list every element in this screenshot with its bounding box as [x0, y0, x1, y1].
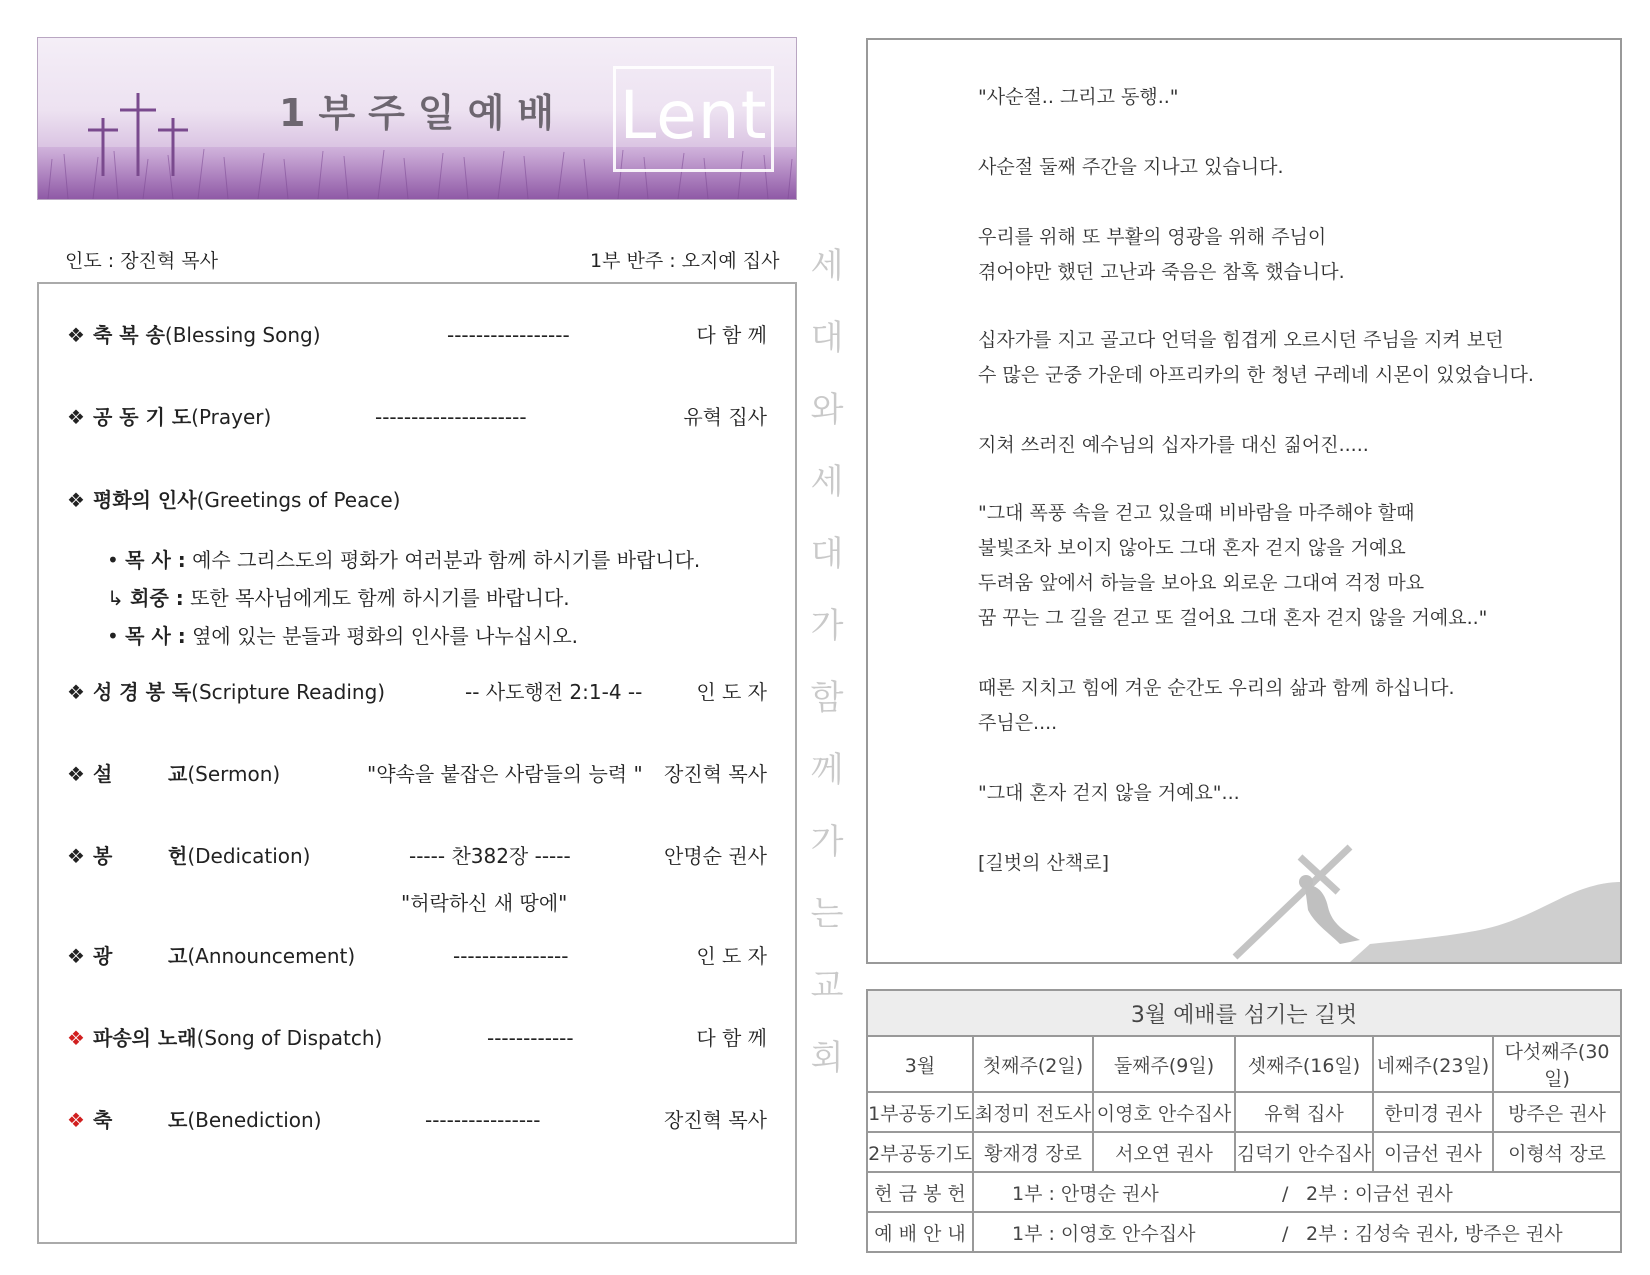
cross-bearer-silhouette-icon [1220, 832, 1620, 962]
order-item-leader: 유혁 집사 [683, 405, 767, 429]
table-cell: 서오연 권사 [1093, 1132, 1235, 1172]
peace-line-2 [107, 582, 570, 611]
essay-line: 두려움 앞에서 하늘을 보아요 외로운 그대여 걱정 마요 [978, 572, 1425, 594]
essay-panel [866, 38, 1622, 964]
header-cell: 셋째주(16일) [1235, 1036, 1373, 1092]
peace-text: 예수 그리스도의 평화가 여러분과 함께 하시기를 바랍니다. [185, 548, 701, 572]
table-cell: 한미경 권사 [1373, 1092, 1493, 1132]
bullet-dot-icon: • [107, 548, 126, 572]
order-item-english: (Announcement) [187, 944, 356, 968]
order-item-english: (Greetings of Peace) [196, 488, 401, 512]
separator: / [1282, 1182, 1289, 1205]
order-item-middle: ----------------- [447, 323, 570, 347]
order-item-english: (Scripture Reading) [191, 680, 386, 704]
order-item-middle: ----- 찬382장 ----- [409, 844, 571, 868]
table-row [867, 1132, 1621, 1172]
leader-left: 인도 : 장진혁 목사 [65, 250, 218, 272]
order-item-title: 광 고 [93, 944, 188, 968]
peace-role: 목 사 : [125, 548, 186, 572]
essay-line: 지쳐 쓰러진 예수님의 십자가를 대신 짊어진..... [978, 434, 1369, 456]
order-item-title: 봉 헌 [93, 844, 188, 868]
order-item-leader: 다 함 께 [696, 1026, 767, 1050]
order-item-leader: 인 도 자 [696, 680, 767, 704]
diamond-bullet-icon: ❖ [67, 944, 85, 968]
peace-text: 옆에 있는 분들과 평화의 인사를 나누십시오. [185, 624, 578, 648]
leader-right: 1부 반주 : 오지예 집사 [590, 250, 780, 272]
table-cell: 최정미 전도사 [973, 1092, 1093, 1132]
peace-role: 회중 : [130, 586, 184, 610]
order-item-leader: 인 도 자 [696, 944, 767, 968]
essay-line: "그대 폭풍 속을 걷고 있을때 비바람을 마주해야 할때 [978, 502, 1415, 524]
offering-part2: 2부 : 이금선 권사 [1306, 1182, 1453, 1205]
table-cell: 방주은 권사 [1493, 1092, 1621, 1132]
slogan-char: 대 [810, 318, 844, 358]
order-item-dedication [67, 841, 767, 871]
peace-line-1 [107, 544, 700, 573]
return-arrow-icon: ↳ [107, 586, 131, 610]
order-item-leader: 장진혁 목사 [664, 762, 767, 786]
order-item-sermon [67, 759, 767, 789]
header-cell: 네째주(23일) [1373, 1036, 1493, 1092]
order-item-english: (Dedication) [187, 844, 311, 868]
table-cell: 이영호 안수집사 [1093, 1092, 1235, 1132]
order-item-leader: 다 함 께 [696, 323, 767, 347]
bullet-dot-icon: • [107, 624, 126, 648]
usher-part1: 1부 : 이영호 안수집사 [1012, 1222, 1196, 1245]
order-item-benediction [67, 1105, 767, 1135]
slogan-char: 세 [810, 462, 844, 502]
slogan-char: 와 [810, 390, 844, 430]
red-diamond-bullet-icon: ❖ [67, 1026, 85, 1050]
table-row [867, 1092, 1621, 1132]
peace-line-3 [107, 620, 578, 649]
order-item-scripture [67, 677, 767, 707]
slogan-char: 대 [810, 534, 844, 574]
table-cell: 헌 금 봉 헌 [867, 1172, 973, 1212]
order-item-prayer [67, 402, 767, 432]
order-item-blessing-song [67, 320, 767, 350]
essay-title: "사순절.. 그리고 동행.." [978, 86, 1179, 108]
diamond-bullet-icon: ❖ [67, 680, 85, 704]
slogan-char: 함 [810, 678, 844, 718]
order-item-title: 설 교 [93, 762, 188, 786]
usher-assignees [973, 1212, 1621, 1252]
peace-role: 목 사 : [125, 624, 186, 648]
usher-row [867, 1212, 1621, 1252]
sermon-title: "약속을 붙잡은 사람들의 능력 " [367, 762, 643, 786]
peace-text: 또한 목사님에게도 함께 하시기를 바랍니다. [183, 586, 570, 610]
diamond-bullet-icon: ❖ [67, 323, 85, 347]
essay-line: "그대 혼자 걷지 않을 거예요"... [978, 782, 1240, 804]
essay-line: 사순절 둘째 주간을 지나고 있습니다. [978, 156, 1284, 178]
offering-row [867, 1172, 1621, 1212]
essay-line: 주님은.... [978, 712, 1058, 734]
essay-line: 때론 지치고 힘에 겨운 순간도 우리의 삶과 함께 하십니다. [978, 677, 1455, 699]
separator: / [1282, 1222, 1289, 1245]
header-cell: 3월 [867, 1036, 973, 1092]
essay-line: 겪어야만 했던 고난과 죽음은 참혹 했습니다. [978, 261, 1345, 283]
order-item-leader: 장진혁 목사 [664, 1108, 767, 1132]
vertical-slogan [805, 230, 849, 1094]
order-item-title: 성 경 봉 독 [93, 680, 192, 704]
header-cell: 다섯째주(30일) [1493, 1036, 1621, 1092]
three-crosses-icon [83, 88, 198, 178]
order-item-title: 축 도 [93, 1108, 188, 1132]
table-cell: 예 배 안 내 [867, 1212, 973, 1252]
slogan-char: 가 [810, 606, 844, 646]
banner [37, 37, 797, 200]
order-item-middle: --------------------- [375, 405, 527, 429]
header-cell: 첫째주(2일) [973, 1036, 1093, 1092]
table-cell: 이형석 장로 [1493, 1132, 1621, 1172]
offering-part1: 1부 : 안명순 권사 [1012, 1182, 1159, 1205]
usher-part2: 2부 : 김성숙 권사, 방주은 권사 [1306, 1222, 1563, 1245]
order-item-english: (Sermon) [187, 762, 281, 786]
dedication-hymn-title: "허락하신 새 땅에" [401, 891, 568, 915]
order-item-english: (Blessing Song) [164, 323, 321, 347]
order-item-middle: ---------------- [425, 1108, 541, 1132]
order-item-leader: 안명순 권사 [664, 844, 767, 868]
order-item-english: (Benediction) [187, 1108, 322, 1132]
diamond-bullet-icon: ❖ [67, 488, 85, 512]
table-cell: 황재경 장로 [973, 1132, 1093, 1172]
slogan-char: 께 [810, 750, 844, 790]
order-item-title: 평화의 인사 [93, 488, 197, 512]
diamond-bullet-icon: ❖ [67, 762, 85, 786]
order-item-title: 공 동 기 도 [93, 405, 192, 429]
order-item-middle: ---------------- [453, 944, 569, 968]
order-item-english: (Song of Dispatch) [196, 1026, 383, 1050]
table-title: 3월 예배를 섬기는 길벗 [867, 990, 1621, 1036]
order-item-english: (Prayer) [191, 405, 272, 429]
slogan-char: 가 [810, 822, 844, 862]
offering-assignees [973, 1172, 1621, 1212]
order-item-announcement [67, 941, 767, 971]
header-cell: 둘째주(9일) [1093, 1036, 1235, 1092]
order-item-song-of-dispatch [67, 1023, 767, 1053]
table-header-row [867, 1036, 1621, 1092]
order-item-middle: ------------ [487, 1026, 574, 1050]
order-of-worship [37, 282, 797, 1244]
service-title: 1부주일예배 [279, 91, 567, 135]
table-cell: 김덕기 안수집사 [1235, 1132, 1373, 1172]
essay-signature: [길벗의 산책로] [978, 852, 1109, 874]
slogan-char: 회 [810, 1038, 844, 1078]
red-diamond-bullet-icon: ❖ [67, 1108, 85, 1132]
essay-line: 수 많은 군중 가운데 아프리카의 한 청년 구레네 시몬이 있었습니다. [978, 364, 1534, 386]
diamond-bullet-icon: ❖ [67, 405, 85, 429]
table-cell: 유혁 집사 [1235, 1092, 1373, 1132]
table-cell: 1부공동기도 [867, 1092, 973, 1132]
essay-line: 불빛조차 보이지 않아도 그대 혼자 걷지 않을 거예요 [978, 537, 1406, 559]
diamond-bullet-icon: ❖ [67, 844, 85, 868]
essay-line: 우리를 위해 또 부활의 영광을 위해 주님이 [978, 226, 1327, 248]
essay-line: 십자가를 지고 골고다 언덕을 힘겹게 오르시던 주님을 지켜 보던 [978, 329, 1504, 351]
order-item-greetings [67, 485, 767, 515]
lent-label: Lent [619, 77, 768, 154]
slogan-char: 는 [810, 894, 844, 934]
order-item-title: 축 복 송 [93, 323, 165, 347]
essay-line: 꿈 꾸는 그 길을 걷고 또 걸어요 그대 혼자 걷지 않을 거예요.." [978, 607, 1488, 629]
slogan-char: 교 [810, 966, 844, 1006]
table-cell: 이금선 권사 [1373, 1132, 1493, 1172]
serving-schedule-table [866, 989, 1622, 1253]
order-item-title: 파송의 노래 [93, 1026, 197, 1050]
order-item-middle: -- 사도행전 2:1-4 -- [465, 680, 643, 704]
table-cell: 2부공동기도 [867, 1132, 973, 1172]
slogan-char: 세 [810, 246, 844, 286]
